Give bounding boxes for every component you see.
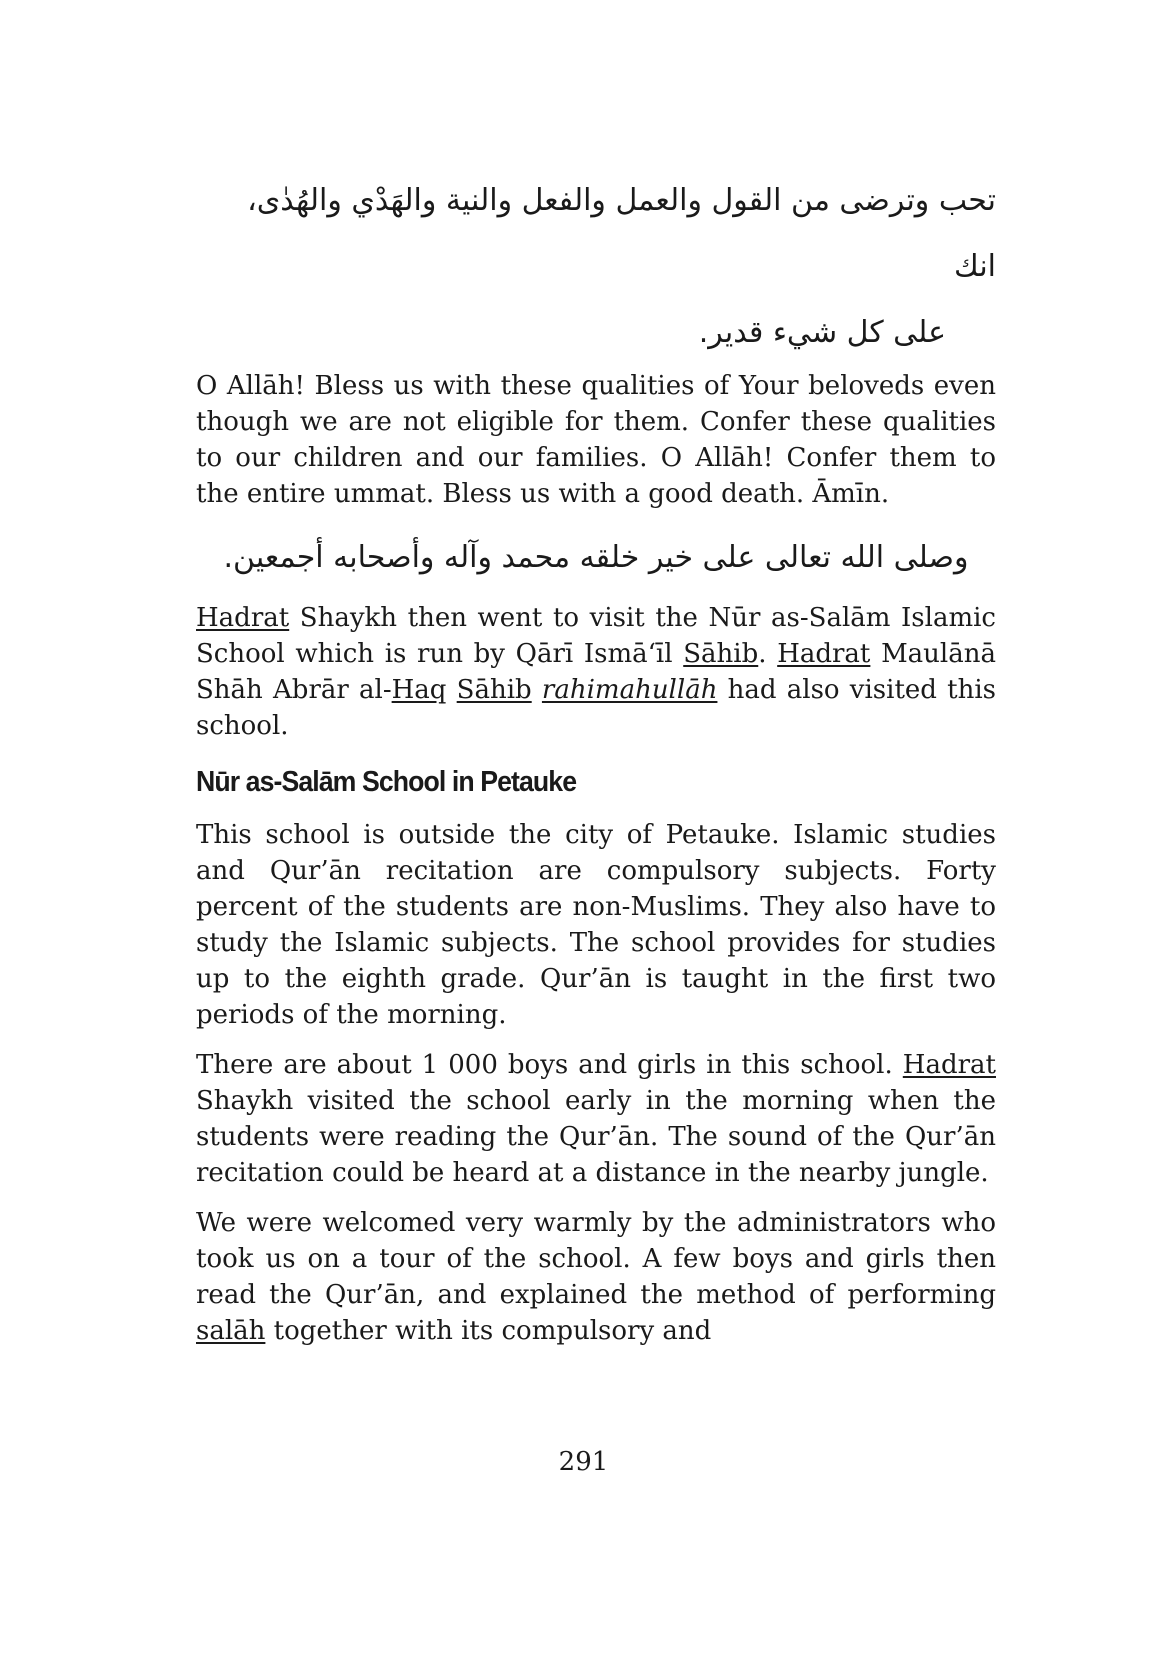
visit-text-2: . bbox=[758, 639, 778, 669]
p2-text-1: There are about 1 000 boys and girls in this school. bbox=[196, 1050, 903, 1080]
p3-text-2: together with its compulsory and bbox=[265, 1316, 712, 1346]
visit-text-6: had also visited this school. bbox=[196, 675, 996, 741]
term-hadrat-2: Hadrat bbox=[777, 639, 871, 669]
page-number: 291 bbox=[558, 1447, 609, 1477]
visit-text-5 bbox=[532, 675, 542, 705]
section-heading: Nūr as-Salām School in Petauke bbox=[196, 766, 577, 798]
school-paragraph-2 bbox=[196, 1047, 996, 1191]
term-sahib-2: Sāhib bbox=[456, 675, 532, 705]
dua-translation: O Allāh! Bless us with these qualities of Your beloveds even though we are not eligible for them. Confer these qualities to our children and our families. O Allāh! Confer them to the entire ummat. Bless us with a good death. Āmīn. bbox=[196, 371, 996, 509]
arabic-dua-line-1: تحب وترضى من القول والعمل والفعل والنية والهَدْي والهُدٰى، انك bbox=[247, 183, 996, 284]
visit-text-1: Shaykh then went to visit the Nūr as-Salām Islamic School which is run by Qārī Ismā‘īl bbox=[196, 603, 996, 669]
term-salah: salāh bbox=[196, 1316, 266, 1346]
visit-text-4 bbox=[446, 675, 456, 705]
arabic-salawat: وصلى الله تعالى على خير خلقه محمد وآله وأصحابه أجمعين. bbox=[223, 540, 969, 575]
visit-paragraph bbox=[196, 600, 996, 744]
term-haq: Haq bbox=[391, 675, 447, 705]
school-paragraph-3 bbox=[196, 1205, 996, 1349]
page-content bbox=[196, 168, 996, 1349]
p2-text-2: Shaykh visited the school early in the morning when the students were reading the Qur’ān. The sound of the Qur’ān recitation could be heard at a distance in the nearby jungle. bbox=[196, 1086, 996, 1188]
school-paragraph-1: This school is outside the city of Petauke. Islamic studies and Qur’ān recitation are compulsory subjects. Forty percent of the students are non-Muslims. They also have to study the Islamic subjects. The school provides for studies up to the eighth grade. Qur’ān is taught in the first two periods of the morning. bbox=[196, 820, 996, 1030]
term-hadrat-3: Hadrat bbox=[902, 1050, 996, 1080]
visit-text-3: Maulānā Shāh Abrār al- bbox=[196, 639, 996, 705]
term-sahib: Sāhib bbox=[683, 639, 759, 669]
arabic-dua-line-2: على كل شيء قدير. bbox=[698, 315, 946, 350]
p3-text-1: We were welcomed very warmly by the administrators who took us on a tour of the school. A few boys and girls then read the Qur’ān, and explained the method of performing bbox=[196, 1208, 996, 1310]
term-rahimahullah: rahimahullāh bbox=[541, 675, 718, 705]
term-hadrat: Hadrat bbox=[196, 603, 290, 633]
